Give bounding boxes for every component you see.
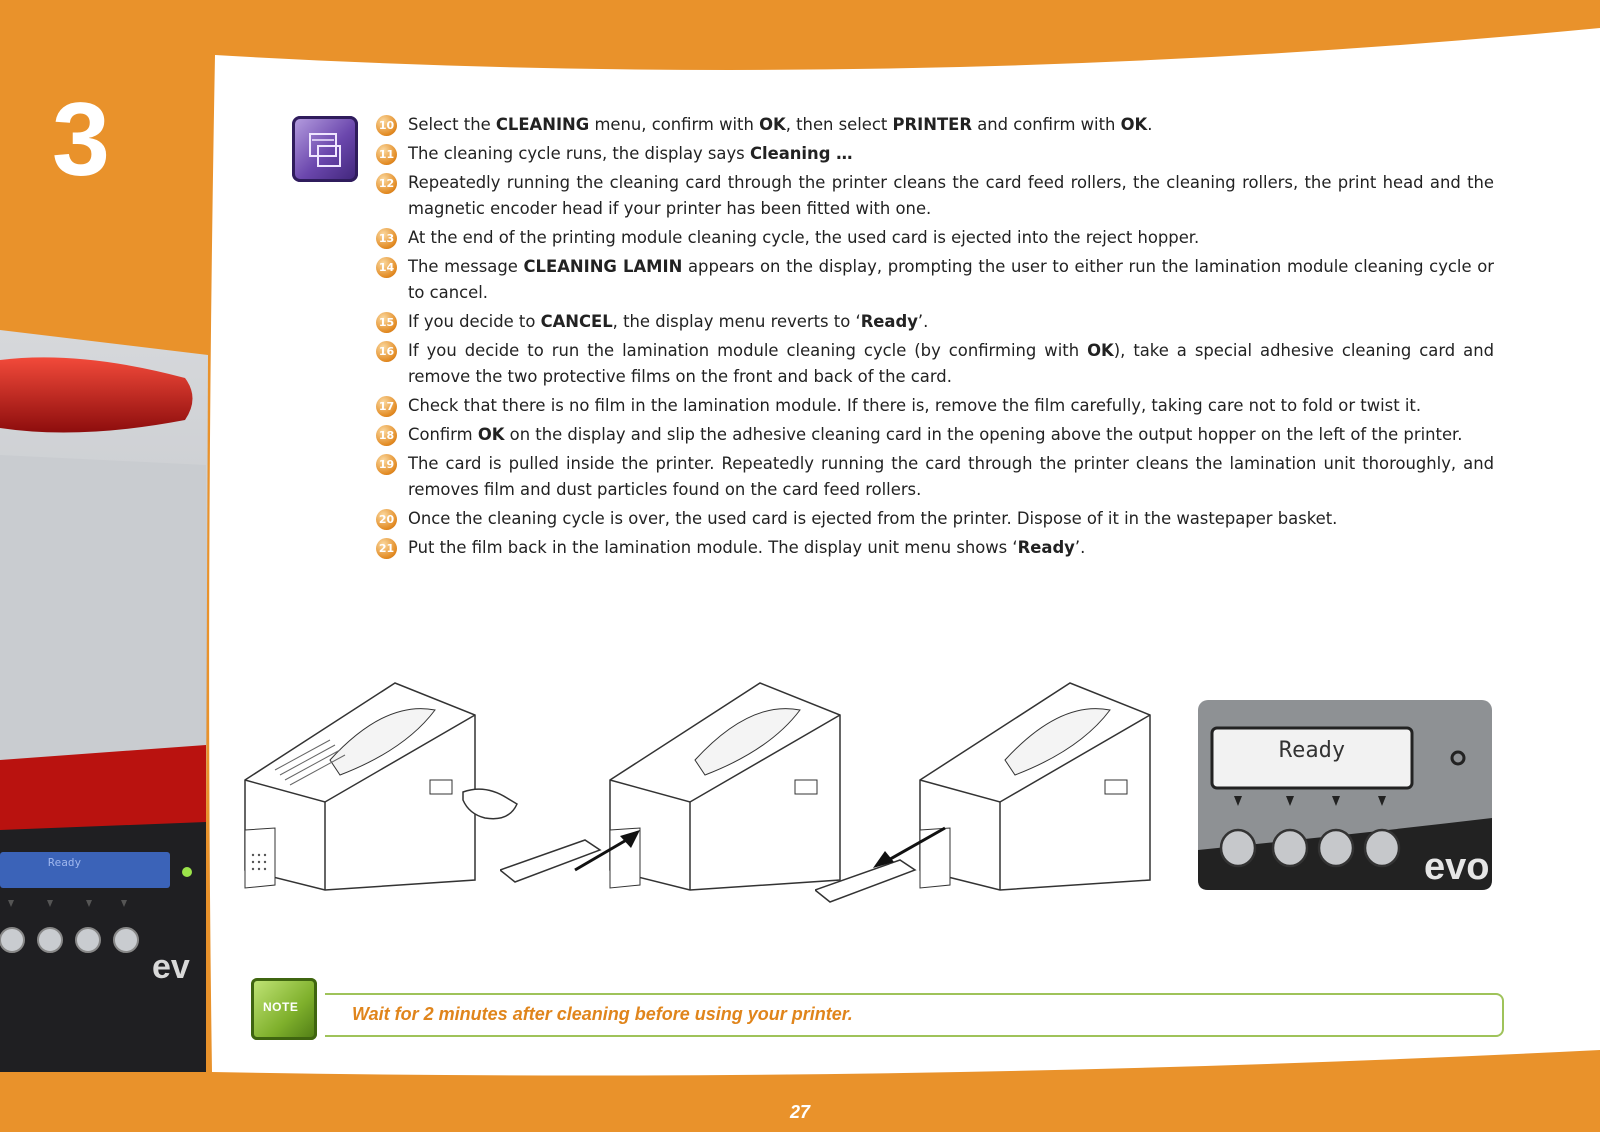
step-item <box>376 393 1494 419</box>
step-text: , then select <box>785 115 893 134</box>
step-text: ’. <box>917 312 929 331</box>
step-item <box>376 338 1494 390</box>
step-text: Repeatedly running the cleaning card through the printer cleans the card feed rollers, the cleaning rollers, the print head and the magnetic encoder head if your printer has been fitted with one. <box>408 173 1494 218</box>
step-text: , the display menu reverts to ‘ <box>612 312 861 331</box>
step-keyword: Cleaning … <box>749 144 853 163</box>
step-text: The cleaning cycle runs, the display says <box>408 144 750 163</box>
step-number-icon: 17 <box>376 396 397 417</box>
step-number-icon: 10 <box>376 115 397 136</box>
step-number-icon: 20 <box>376 509 397 530</box>
step-text: Check that there is no film in the lamination module. If there is, remove the film carefully, taking care not to fold or twist it. <box>408 396 1422 415</box>
printer-illustration-card-insert <box>500 680 860 900</box>
step-text: The message <box>408 257 524 276</box>
step-text: on the display and slip the adhesive cleaning card in the opening above the output hopper on the left of the printer. <box>504 425 1463 444</box>
step-item <box>376 309 1494 335</box>
step-text: ), take a special adhesive cleaning card and remove the two protective films on the front and back of the card. <box>408 341 1495 386</box>
step-text: If you decide to <box>408 312 541 331</box>
cleaning-menu-icon <box>292 116 358 182</box>
chapter-number: 3 <box>52 82 110 198</box>
printer-illustration-button-press <box>235 680 535 900</box>
step-keyword: CANCEL <box>540 312 613 331</box>
step-text: Confirm <box>408 425 478 444</box>
step-number-icon: 12 <box>376 173 397 194</box>
step-keyword: OK <box>477 425 505 444</box>
step-text: Select the <box>408 115 496 134</box>
step-text: At the end of the printing module cleaning cycle, the used card is ejected into the reject hopper. <box>408 228 1200 247</box>
step-keyword: PRINTER <box>892 115 972 134</box>
note-label: NOTE <box>263 1000 299 1014</box>
step-text: menu, confirm with <box>589 115 760 134</box>
side-brand-text: ev <box>152 948 190 986</box>
step-item <box>376 422 1494 448</box>
step-item <box>376 112 1494 138</box>
step-number-icon: 21 <box>376 538 397 559</box>
step-number-icon: 11 <box>376 144 397 165</box>
step-text: ’. <box>1074 538 1086 557</box>
step-keyword: CLEANING LAMIN <box>523 257 683 276</box>
step-number-icon: 16 <box>376 341 397 362</box>
step-number-icon: 18 <box>376 425 397 446</box>
side-display-text: Ready <box>48 856 82 869</box>
page-number: 27 <box>789 1102 811 1122</box>
lcd-display-text: Ready <box>1278 738 1346 763</box>
step-item <box>376 506 1494 532</box>
lcd-control-panel <box>1198 700 1492 890</box>
step-keyword: Ready <box>1017 538 1075 557</box>
step-text: and confirm with <box>971 115 1121 134</box>
step-keyword: CLEANING <box>495 115 590 134</box>
step-number-icon: 15 <box>376 312 397 333</box>
step-text: . <box>1147 115 1153 134</box>
step-keyword: Ready <box>860 312 918 331</box>
step-text: appears on the display, prompting the user to either run the lamination module cleaning cycle or to cancel. <box>408 257 1494 302</box>
step-number-icon: 14 <box>376 257 397 278</box>
step-item <box>376 141 1494 167</box>
step-item <box>376 225 1494 251</box>
cleaning-steps-list <box>376 112 1494 564</box>
lcd-brand-text: evo <box>1424 848 1490 888</box>
step-text: Put the film back in the lamination module. The display unit menu shows ‘ <box>408 538 1018 557</box>
step-text: The card is pulled inside the printer. Repeatedly running the card through the printer cleans the lamination unit thoroughly, and removes film and dust particles found on the card feed rollers. <box>408 454 1494 499</box>
step-number-icon: 13 <box>376 228 397 249</box>
step-keyword: OK <box>1087 341 1114 360</box>
step-item <box>376 254 1494 306</box>
step-text: If you decide to run the lamination module cleaning cycle (by confirming with <box>408 341 1088 360</box>
note-text: Wait for 2 minutes after cleaning before using your printer. <box>352 1004 853 1024</box>
step-item <box>376 535 1494 561</box>
step-number-icon: 19 <box>376 454 397 475</box>
printer-illustration-card-eject <box>815 680 1175 920</box>
note-icon <box>251 978 317 1040</box>
step-text: Once the cleaning cycle is over, the used card is ejected from the printer. Dispose of it in the wastepaper basket. <box>408 509 1338 528</box>
step-item <box>376 451 1494 503</box>
step-keyword: OK <box>759 115 786 134</box>
step-item <box>376 170 1494 222</box>
step-keyword: OK <box>1120 115 1148 134</box>
